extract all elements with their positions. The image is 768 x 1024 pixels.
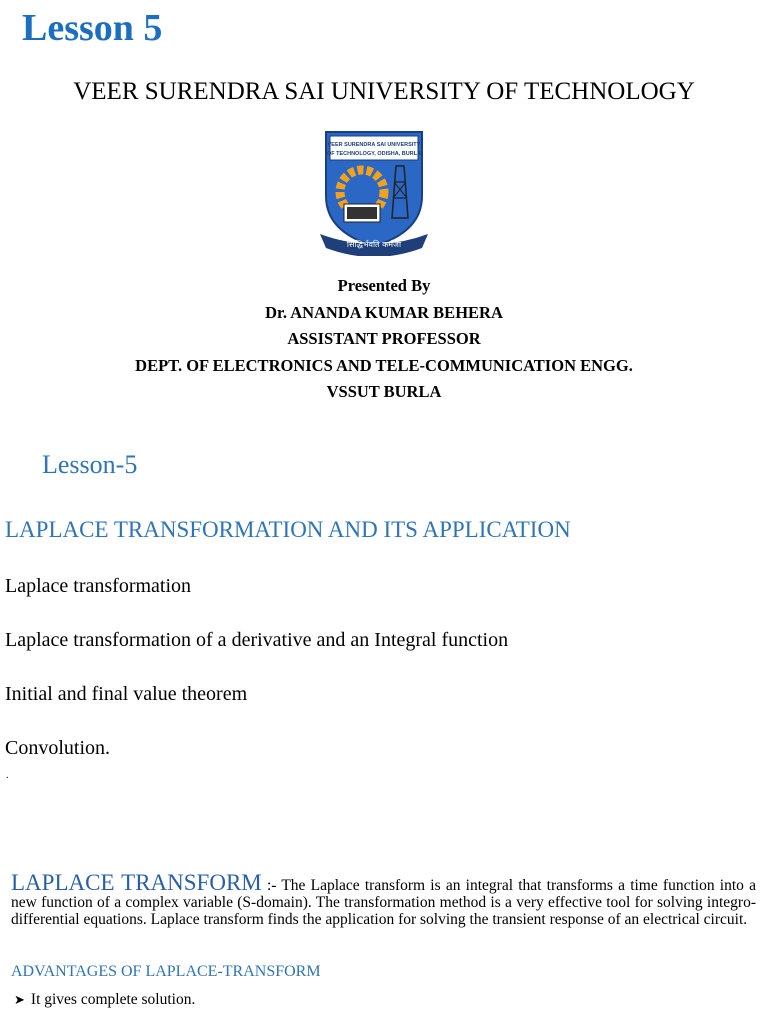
presenter-block	[0, 273, 768, 406]
laplace-heading: LAPLACE TRANSFORM	[11, 870, 262, 895]
university-logo	[318, 126, 430, 256]
stray-mark: .	[6, 770, 9, 781]
lesson-subtitle: Lesson-5	[42, 450, 138, 479]
advantage-text: It gives complete solution.	[30, 991, 196, 1008]
logo-banner-line1: VEER SURENDRA SAI UNIVERSITY	[327, 142, 421, 148]
topic-item: Convolution.	[5, 737, 111, 759]
university-logo-icon	[318, 126, 430, 256]
lesson-heading: LAPLACE TRANSFORMATION AND ITS APPLICATION	[5, 517, 571, 542]
lesson-title: Lesson 5	[22, 7, 163, 49]
laplace-separator: :-	[261, 877, 282, 894]
presenter-institute: VSSUT BURLA	[326, 382, 442, 401]
laplace-body: The Laplace transform is an integral that transforms a time function into a new function of a complex variable (S-domain). The transformation method is a very effective tool for solving integro-differential equations. Laplace transform finds the application for solving the transient response of an electrical circuit.	[11, 877, 756, 928]
advantage-item	[14, 991, 195, 1009]
laplace-definition	[11, 870, 756, 928]
presented-by-label: Presented By	[337, 276, 431, 295]
arrowhead-bullet-icon: ➤	[14, 992, 25, 1007]
logo-banner-line2: OF TECHNOLOGY, ODISHA, BURLA	[326, 151, 422, 157]
presenter-name: Dr. ANANDA KUMAR BEHERA	[265, 302, 503, 322]
advantages-heading: ADVANTAGES OF LAPLACE-TRANSFORM	[11, 963, 321, 980]
topic-item: Initial and final value theorem	[5, 683, 248, 705]
logo-motto: सिद्धिर्भवति कर्मजा	[346, 240, 402, 249]
university-name: VEER SURENDRA SAI UNIVERSITY OF TECHNOLOGY	[73, 78, 695, 105]
presenter-designation: ASSISTANT PROFESSOR	[287, 329, 481, 348]
presenter-department: DEPT. OF ELECTRONICS AND TELE-COMMUNICATION ENGG.	[135, 355, 633, 375]
topic-item: Laplace transformation of a derivative and an Integral function	[5, 629, 509, 651]
topic-item: Laplace transformation	[5, 575, 192, 597]
